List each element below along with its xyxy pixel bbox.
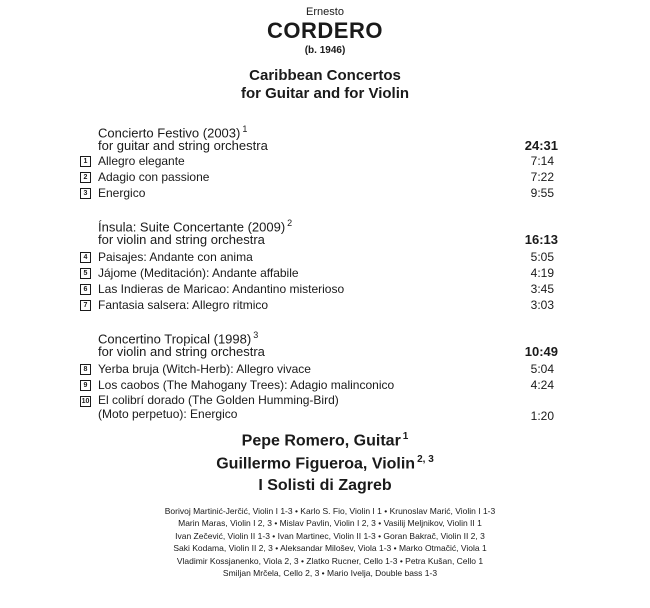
work-subtitle: for violin and string orchestra — [98, 344, 265, 359]
performer-line — [0, 431, 650, 450]
track-number-box: 6 — [80, 284, 91, 295]
work-heading — [98, 120, 558, 153]
track-name: Jájome (Meditación): Andante affabile — [98, 266, 299, 280]
track-name — [98, 393, 339, 421]
track-name: Las Indieras de Maricao: Andantino misterioso — [98, 282, 345, 296]
track-number-box: 1 — [80, 156, 91, 167]
work-duration: 10:49 — [524, 344, 558, 359]
performer-name: I Solisti di Zagreb — [258, 477, 392, 494]
work-duration: 24:31 — [524, 138, 558, 153]
performer-name: Pepe Romero, Guitar — [241, 432, 401, 450]
track-duration: 4:19 — [530, 266, 554, 280]
track-duration: 1:20 — [530, 409, 554, 423]
track-duration: 5:04 — [530, 362, 554, 376]
track-row — [80, 153, 554, 169]
ensemble-name — [0, 477, 650, 495]
work-footnote-marker: 3 — [253, 330, 259, 340]
album-title-line-1: Caribbean Concertos — [249, 67, 401, 84]
track-name: Yerba bruja (Witch-Herb): Allegro vivace — [98, 362, 311, 376]
track-name: Fantasia salsera: Allegro ritmico — [98, 298, 269, 312]
track-row — [80, 361, 554, 377]
track-name: Energico — [98, 186, 146, 200]
members-line: Ivan Zečević, Violin II 1-3 • Ivan Martinec, Violin II 1-3 • Goran Bakrač, Violin II 2, 3 — [175, 530, 485, 541]
track-name: Adagio con passione — [98, 170, 210, 184]
track-row — [80, 249, 554, 265]
composer-dates: (b. 1946) — [304, 45, 346, 56]
track-name: Los caobos (The Mahogany Trees): Adagio malinconico — [98, 378, 395, 392]
members-line: Borivoj Martinić-Jerčić, Violin I 1-3 • Karlo S. Fio, Violin I 1 • Krunoslav Marić, Violin I 1-3 — [164, 506, 496, 516]
track-number-box: 4 — [80, 252, 91, 263]
composer-surname: CORDERO — [267, 18, 383, 43]
ensemble-members — [60, 505, 600, 579]
work-title: Concierto Festivo (2003) — [98, 125, 241, 141]
track-list — [80, 361, 554, 423]
track-duration: 3:03 — [530, 298, 554, 312]
composer-first-name: Ernesto — [306, 6, 344, 18]
work-heading — [98, 214, 558, 247]
track-duration: 5:05 — [530, 250, 554, 264]
track-row — [80, 185, 554, 201]
track-duration: 4:24 — [530, 378, 554, 392]
track-number-box: 8 — [80, 364, 91, 375]
members-line: Smiljan Mrčela, Cello 2, 3 • Mario Ivelja, Double bass 1-3 — [222, 568, 438, 579]
work-footnote-marker: 1 — [242, 124, 248, 134]
track-name-line-2: (Moto perpetuo): Energico — [98, 407, 238, 421]
performer-name: Guillermo Figueroa, Violin — [216, 455, 416, 473]
work-title: Ínsula: Suite Concertante (2009) — [98, 219, 286, 235]
work-subtitle: for violin and string orchestra — [98, 232, 265, 247]
track-number-box: 7 — [80, 300, 91, 311]
track-name: Paisajes: Andante con anima — [98, 250, 253, 264]
track-row — [80, 281, 554, 297]
work-duration: 16:13 — [524, 232, 558, 247]
track-row — [80, 265, 554, 281]
album-title — [0, 67, 650, 103]
performer-footnote-marker: 2, 3 — [417, 454, 434, 465]
performer-footnote-marker: 1 — [402, 431, 409, 442]
track-list — [80, 153, 554, 201]
members-line: Vladimir Kossjanenko, Viola 2, 3 • Zlatko Rucner, Cello 1-3 • Petra Kušan, Cello 1 — [176, 555, 484, 566]
work-title: Concertino Tropical (1998) — [98, 331, 252, 347]
members-line: Saki Kodama, Violin II 2, 3 • Aleksandar Milošev, Viola 1-3 • Marko Otmačić, Viola 1 — [173, 543, 487, 554]
members-line: Marin Maras, Violin I 2, 3 • Mislav Pavlin, Violin I 2, 3 • Vasilij Meljnikov, Violin II 1 — [178, 518, 482, 529]
performer-line — [0, 454, 650, 473]
track-number-box: 10 — [81, 398, 90, 405]
track-duration: 7:22 — [530, 170, 554, 184]
track-list — [80, 249, 554, 313]
track-row — [80, 297, 554, 313]
track-row — [80, 393, 554, 423]
track-duration: 9:55 — [530, 186, 554, 200]
track-row — [80, 169, 554, 185]
track-duration: 7:14 — [530, 154, 554, 168]
track-name: Allegro elegante — [98, 154, 185, 168]
track-duration: 3:45 — [530, 282, 554, 296]
work-footnote-marker: 2 — [287, 218, 293, 228]
track-row — [80, 377, 554, 393]
track-number-box: 3 — [80, 188, 91, 199]
album-title-line-2: for Guitar and for Violin — [240, 85, 410, 102]
work-subtitle: for guitar and string orchestra — [98, 138, 268, 153]
track-number-box: 9 — [80, 380, 91, 391]
track-number-box: 5 — [80, 268, 91, 279]
track-number-box: 2 — [80, 172, 91, 183]
track-name-line-1: El colibrí dorado (The Golden Humming-Bird) — [98, 393, 339, 407]
work-heading — [98, 326, 558, 359]
